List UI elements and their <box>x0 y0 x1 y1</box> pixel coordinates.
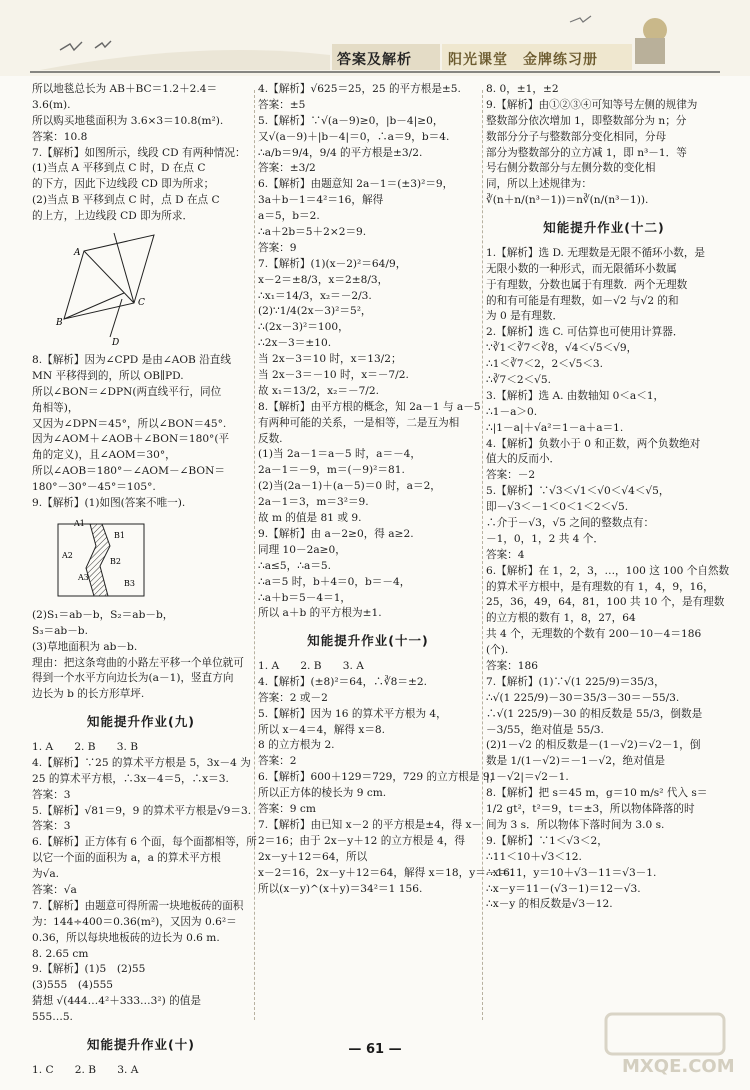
text-line: 25，36，49，64，81，100 共 10 个，是有理数 <box>486 596 725 609</box>
text-line: 6.【解析】正方体有 6 个面，每个面都相等，所 <box>32 836 257 849</box>
text-line: ∵∛1＜∛7＜∛8，√4＜√5＜√9， <box>486 342 638 355</box>
column-left <box>32 82 257 1079</box>
text-line: 猜想 √(444…4²＋333…3²) 的值是 <box>32 995 201 1008</box>
text-line: 4.【解析】√625＝25，25 的平方根是±5. <box>258 83 461 95</box>
text-line: (2)当点 B 平移到点 C 时，点 D 在点 C <box>32 194 220 207</box>
text-line: 所以购买地毯面积为 3.6×3＝10.8(m²). <box>32 114 224 127</box>
text-line: 数是 1/(1－√2)＝－1－√2，绝对值是 <box>486 755 665 768</box>
text-line: 9.【解析】(1)5 (2)55 <box>32 963 146 976</box>
text-line: 当 2x－3＝10 时，x＝13/2； <box>258 353 402 366</box>
text-line: ∴|1－a|＋√a²＝1－a＋a＝1. <box>486 421 624 434</box>
text-line: 所以(x－y)^(x＋y)＝34²＝1 156. <box>258 882 423 895</box>
text-line: 即－√3＜－1＜0＜1＜2＜√5. <box>486 501 629 514</box>
text-line: 9.【解析】由 a－2≥0，得 a≥2. <box>258 527 414 540</box>
text-line: 6.【解析】在 1，2，3，…，100 这 100 个自然数 <box>486 564 730 577</box>
text-line: ∴a/b＝9/4，9/4 的平方根是±3/2. <box>258 146 423 159</box>
text-line: 8. 0，±1，±2 <box>486 83 559 95</box>
text-line: 答案：4 <box>486 548 525 561</box>
answer-block <box>32 740 257 1026</box>
text-line: ∴√(1 225/9)－30 的相反数是 55/3，倒数是 <box>486 707 703 720</box>
column-divider <box>482 90 483 1020</box>
text-line: 0.36，所以每块地板砖的边长为 0.6 m. <box>32 931 220 944</box>
text-line: 故 m 的值是 81 或 9. <box>258 512 362 525</box>
text-line: 共 4 个，无理数的个数有 200－10－4＝186 <box>486 628 702 641</box>
text-line: 2＝16；由于 2x－y＋12 的立方根是 4，得 <box>258 834 465 847</box>
text-line: 1.【解析】选 D. 无理数是无限不循环小数，是 <box>486 246 706 259</box>
answer-block <box>486 82 722 209</box>
answer-block <box>32 82 250 225</box>
text-line: 8.【解析】把 s＝45 m，g＝10 m/s² 代入 s＝ <box>486 787 708 800</box>
text-line: 部分为整数部分的立方减 1，即 n³－1．等 <box>486 146 687 159</box>
text-line: 所以地毯总长为 AB＋BC＝1.2＋2.4＝ <box>32 83 218 95</box>
answer-block <box>486 246 730 913</box>
parallelogram-figure <box>54 229 174 347</box>
text-line: 同理 10－2a≥0， <box>258 543 346 556</box>
area-label: B3 <box>124 578 135 588</box>
text-line: 有两种可能的关系，一是相等，二是互为相 <box>258 416 460 429</box>
text-line: 6.【解析】600＋129＝729，729 的立方根是 9， <box>258 771 501 784</box>
answer-block <box>32 1063 250 1079</box>
header-title: 答案及解析 <box>337 52 412 68</box>
text-line: x－2＝16，2x－y＋12＝64，解得 x＝18，y＝－16. <box>258 866 514 879</box>
text-line: (3)555 (4)555 <box>32 979 114 992</box>
text-line: ∴x－y＝11－(√3－1)＝12－√3. <box>486 882 641 895</box>
text-line: 答案：±5 <box>258 98 306 111</box>
text-line: 又√(a－9)＋|b－4|＝0，∴a＝9，b＝4. <box>258 130 450 143</box>
text-line: 5.【解析】√81＝9，9 的算术平方根是√9＝3. <box>32 804 252 817</box>
text-line: 2x－y＋12＝64，所以 <box>258 850 368 863</box>
fig-label-a: A <box>74 248 81 259</box>
text-line: 所以 x－4＝4，解得 x＝8. <box>258 723 386 736</box>
text-line: 间为 3 s．所以物体下落时间为 3.0 s. <box>486 818 665 831</box>
text-line: 2a－1＝－9，m＝(－9)²＝81. <box>258 464 405 477</box>
text-line: S₃＝ab－b. <box>32 624 88 637</box>
text-line: 25 的算术平方根，∴3x－4＝5，∴x＝3. <box>32 772 229 785</box>
text-line: ∴2x－3＝±10. <box>258 337 332 350</box>
text-line: ∴x＝11，y＝10＋√3－11＝√3－1. <box>486 866 657 879</box>
answer-block <box>258 82 481 622</box>
text-line: 3a＋b－1＝4²＝16，解得 <box>258 194 384 207</box>
text-line: 于有理数，分数也属于有理数．两个无理数 <box>486 278 688 291</box>
text-line: ∴x₁＝14/3，x₂＝－2/3. <box>258 289 372 302</box>
text-line: ∴1＜∛7＜2，2＜√5＜3. <box>486 358 604 371</box>
text-line: (3)草地面积为 ab－b. <box>32 640 138 653</box>
answer-block <box>32 608 250 703</box>
text-line: ∴a≤5，∴a＝5. <box>258 559 332 572</box>
text-line: 得到一个水平方向边长为(a－1)，竖直方向 <box>32 672 234 685</box>
text-line: (2)S₁＝ab－b，S₂＝ab－b， <box>32 608 174 621</box>
text-line: ∴a＋b＝5－4＝1， <box>258 591 352 604</box>
text-line: 因为∠AOM＋∠AOB＋∠BON＝180°(平 <box>32 433 230 446</box>
text-line: 180°－30°－45°＝105°. <box>32 481 156 494</box>
text-line: 的下方，因此下边线段 CD 即为所求； <box>32 178 215 191</box>
text-line: 4.【解析】负数小于 0 和正数，两个负数绝对 <box>486 437 701 450</box>
text-line: 9.【解析】由①②③④可知等号左侧的规律为 <box>486 98 698 111</box>
column-divider <box>254 90 255 1020</box>
text-line: (个). <box>486 644 509 657</box>
text-line: 答案：3 <box>32 788 71 801</box>
text-line: ∴∛7＜2＜√5. <box>486 374 552 386</box>
area-label: B2 <box>110 556 121 566</box>
section-title: 知能提升作业(十二) <box>543 220 665 236</box>
text-line: 答案：√a <box>32 884 77 897</box>
text-line: 7.【解析】(1)∵√(1 225/9)＝35/3， <box>486 675 665 688</box>
text-line: 值大的反而小． <box>486 453 561 466</box>
text-line: 答案：10.8 <box>32 130 88 143</box>
text-line: ∛(n＋n/(n³－1))＝n∛(n/(n³－1)). <box>486 194 649 207</box>
text-line: －1，0，1，2 共 4 个． <box>486 532 604 545</box>
text-line: 理由：把这条弯曲的小路左平移一个单位就可 <box>32 656 244 669</box>
text-line: (2)1－√2 的相反数是－(1－√2)＝√2－1，倒 <box>486 739 701 752</box>
text-line: 的和有可能是有理数，如－√2 与√2 的和 <box>486 294 679 307</box>
text-line: (1)当 2a－1＝a－5 时，a＝－4， <box>258 448 421 461</box>
text-line: 6.【解析】由题意知 2a－1＝(±3)²＝9， <box>258 178 454 191</box>
text-line: 7.【解析】由已知 x－2 的平方根是±4，得 x－ <box>258 818 483 831</box>
text-line: 为：144÷400＝0.36(m²)，又因为 0.6²＝ <box>32 915 237 928</box>
svg-text:MXQE.COM: MXQE.COM <box>622 1056 735 1077</box>
text-line: x－2＝±8/3，x＝2±8/3， <box>258 273 389 286</box>
column-right <box>486 82 730 913</box>
text-line: 答案：186 <box>486 660 539 673</box>
page-number: — 61 — <box>348 1042 402 1057</box>
text-line: 答案：2 或－2 <box>258 691 328 704</box>
text-line: 1. C 2. B 3. A <box>32 1063 139 1076</box>
text-line: 的立方根的数有 1，8，27，64 <box>486 612 636 625</box>
fig-label-b: B <box>56 318 63 329</box>
text-line: 2.【解析】选 C. 可估算也可使用计算器． <box>486 326 684 339</box>
text-line: 所以 a＋b 的平方根为±1. <box>258 607 382 620</box>
text-line: 8. 2.65 cm <box>32 947 89 960</box>
text-line: 7.【解析】由题意可得所需一块地板砖的面积 <box>32 899 244 912</box>
text-line: 5.【解析】∵√3＜√1＜√0＜√4＜√5， <box>486 485 670 498</box>
text-line: 2a－1＝3，m＝3²＝9. <box>258 496 369 509</box>
text-line: 3.6(m). <box>32 98 71 111</box>
text-line: 4.【解析】(±8)²＝64，∴∛8＝±2. <box>258 675 427 688</box>
section-title: 知能提升作业(十) <box>87 1037 195 1053</box>
area-label: B1 <box>114 530 125 540</box>
text-line: 所以∠BON＝∠DPN(两直线平行，同位 <box>32 385 222 398</box>
header-series-name: 阳光课堂 金牌练习册 <box>448 52 598 68</box>
text-line: 所以∠AOB＝180°－∠AOM－∠BON＝ <box>32 465 225 478</box>
text-line: ∴11＜10＋√3＜12. <box>486 850 582 863</box>
text-line: 数部分分子与整数部分变化相同，分母 <box>486 130 667 143</box>
text-line: 号右侧分数部分与左侧分数的变化相 <box>486 162 656 175</box>
text-line: 故 x₁＝13/2，x₂＝－7/2. <box>258 384 379 397</box>
fig-label-d: D <box>112 338 120 349</box>
text-line: a＝5，b＝2. <box>258 210 320 223</box>
area-label: A3 <box>78 572 89 582</box>
text-line: MN 平移得到的，所以 OB∥PD. <box>32 369 184 382</box>
text-line: 9.【解析】(1)如图(答案不唯一). <box>32 497 186 510</box>
answer-block <box>32 353 250 512</box>
text-line: 4.【解析】∵25 的算术平方根是 5，3x－4 为 <box>32 756 251 769</box>
text-line: |1－√2|＝√2－1. <box>486 771 569 784</box>
text-line: 角相等)， <box>32 401 79 414</box>
text-line: 为 0 是有理数． <box>486 310 564 323</box>
text-line: 1. A 2. B 3. A <box>258 660 364 673</box>
text-line: 答案：9 cm <box>258 803 316 816</box>
text-line: ∴√(1 225/9)－30＝35/3－30＝－55/3. <box>486 691 680 704</box>
text-line: 答案：9 <box>258 241 297 254</box>
area-label: A1 <box>74 518 85 528</box>
text-line: 5.【解析】因为 16 的算术平方根为 4， <box>258 707 447 720</box>
text-line: ∴1－a＞0. <box>486 405 538 418</box>
text-line: ∴x－y 的相反数是√3－12. <box>486 898 613 911</box>
page-header <box>0 0 750 76</box>
fig-label-c: C <box>138 298 145 309</box>
lawn-path-figure <box>54 516 164 602</box>
text-line: 555…5. <box>32 1011 73 1024</box>
text-line: 的算术平方根中，是有理数的有 1，4，9，16， <box>486 580 714 593</box>
text-line: (2)当(2a－1)＋(a－5)＝0 时，a＝2， <box>258 480 441 493</box>
text-line: 3.【解析】选 A. 由数轴知 0＜a＜1， <box>486 389 665 402</box>
text-line: (2)∵1/4(2x－3)²＝5²， <box>258 305 372 318</box>
text-line: 边长为 b 的长方形草坪. <box>32 688 145 701</box>
text-line: 8.【解析】因为∠CPD 是由∠AOB 沿直线 <box>32 354 231 367</box>
text-line: 1/2 gt²，t²＝9，t＝±3，所以物体降落的时 <box>486 803 695 816</box>
text-line: 整数部分依次增加 1，即整数部分为 n；分 <box>486 114 687 127</box>
area-label: A2 <box>62 550 73 560</box>
text-line: 答案：±3/2 <box>258 162 316 175</box>
text-line: ∴a＝5 时，b＋4＝0，b＝－4， <box>258 575 411 588</box>
text-line: 角的定义)，且∠AOM＝30°， <box>32 449 176 462</box>
text-line: ∴介于－√3，√5 之间的整数点有： <box>486 517 655 530</box>
text-line: 答案：－2 <box>486 469 536 482</box>
text-line: 反数. <box>258 432 283 445</box>
text-line: －3/55，绝对值是 55/3. <box>486 723 604 736</box>
text-line: 7.【解析】如图所示，线段 CD 有两种情况： <box>32 146 246 159</box>
text-line: 答案：3 <box>32 820 71 833</box>
text-line: 为√a. <box>32 868 60 881</box>
section-title: 知能提升作业(九) <box>87 714 195 730</box>
text-line: 所以正方体的棱长为 9 cm. <box>258 787 387 800</box>
text-line: 当 2x－3＝－10 时，x＝－7/2. <box>258 369 409 382</box>
text-line: 9.【解析】∵1＜√3＜2， <box>486 834 608 847</box>
text-line: 8.【解析】由平方根的概念，知 2a－1 与 a－5 <box>258 400 481 413</box>
text-line: 5.【解析】∵√(a－9)≥0，|b－4|≥0， <box>258 114 444 127</box>
text-line: 答案：2 <box>258 755 297 768</box>
text-line: 又因为∠DPN＝45°，所以∠BON＝45°. <box>32 417 227 430</box>
text-line: ∴a＋2b＝5＋2×2＝9. <box>258 226 367 239</box>
text-line: 以它一个面的面积为 a，a 的算术平方根 <box>32 852 221 865</box>
text-line: 7.【解析】(1)(x－2)²＝64/9， <box>258 257 407 270</box>
text-line: 无限小数的一种形式，而无限循环小数属 <box>486 262 677 275</box>
text-line: 的上方，上边线段 CD 即为所求． <box>32 210 194 223</box>
text-line: 8 的立方根为 2. <box>258 739 335 752</box>
text-line: (1)当点 A 平移到点 C 时，D 在点 C <box>32 162 206 175</box>
section-title: 知能提升作业(十一) <box>307 633 429 649</box>
text-line: 同，所以上述规律为： <box>486 178 592 191</box>
text-line: 1. A 2. B 3. B <box>32 741 139 754</box>
text-line: ∴(2x－3)²＝100， <box>258 321 349 334</box>
